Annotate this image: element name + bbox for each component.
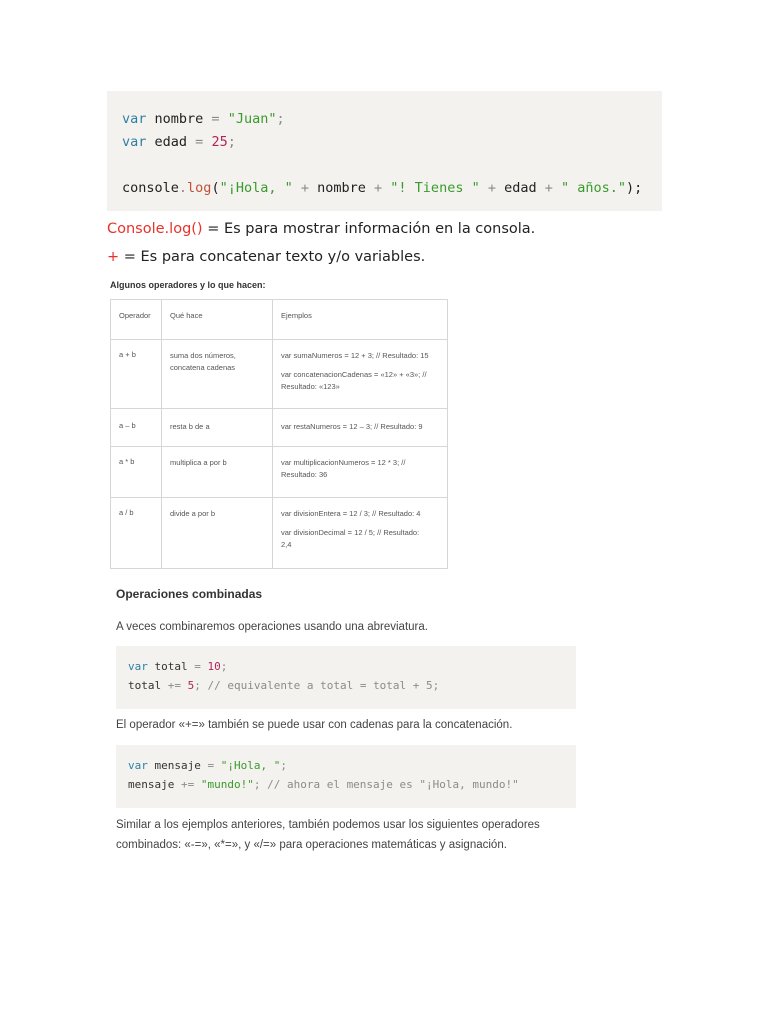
code-block-total (116, 646, 576, 709)
description-line: divide a por b (170, 509, 216, 518)
operator: += (167, 679, 181, 692)
paragraph: A veces combinaremos operaciones usando una abreviatura. (116, 621, 428, 633)
operator: + (536, 180, 561, 196)
identifier: console (122, 180, 179, 196)
operator-cell: a * b (111, 447, 162, 498)
operator-cell: a / b (111, 498, 162, 569)
note-text: = Es para mostrar información en la consola. (202, 221, 536, 237)
semicolon: ; (276, 111, 285, 127)
table-row (111, 409, 448, 447)
paragraph: El operador «+=» también se puede usar con cadenas para la concatenación. (116, 719, 513, 731)
operator: = (194, 660, 201, 673)
table-title: Algunos operadores y lo que hacen: (110, 280, 266, 290)
example-line: var restaNumeros = 12 – 3; // Resultado: 9 (281, 422, 423, 431)
string-literal: "¡Hola, " (219, 180, 293, 196)
code-line (122, 177, 662, 200)
example-line: var concatenacionCadenas = «12» + «3»; // (281, 370, 427, 379)
note-text: = Es para concatenar texto y/o variables. (119, 249, 426, 265)
space (194, 778, 201, 791)
paragraph-line: Similar a los ejemplos anteriores, también podemos usar los siguientes operadores (116, 819, 540, 831)
keyword: var (128, 660, 148, 673)
code-block-variables (107, 91, 662, 211)
example-line: var divisionEntera = 12 / 3; // Resultado: 4 (281, 509, 421, 518)
table-row (111, 498, 448, 569)
description-line: resta b de a (170, 422, 210, 431)
section-title: Operaciones combinadas (116, 587, 263, 601)
identifier: mensaje (128, 778, 181, 791)
number-literal: 25 (211, 134, 228, 150)
code-line (122, 108, 662, 131)
header-cell: Qué hace (162, 300, 273, 340)
code-block-mensaje (116, 745, 576, 808)
string-literal: " años." (561, 180, 627, 196)
examples-cell (273, 498, 448, 569)
code-comment: // ahora el mensaje es "¡Hola, mundo!" (267, 778, 519, 791)
function-name: log (187, 180, 212, 196)
example-line: var multiplicacionNumeros = 12 * 3; // (281, 458, 406, 467)
semicolon: ; (227, 134, 236, 150)
operator: + (479, 180, 505, 196)
semicolon: ; (220, 660, 228, 673)
dot: . (178, 180, 188, 196)
examples-cell (273, 340, 448, 409)
example-line: Resultado: 36 (281, 470, 328, 479)
identifier: total (128, 679, 168, 692)
operator: + (365, 180, 391, 196)
code-line (128, 657, 576, 676)
string-literal: "Juan" (227, 111, 277, 127)
operator: = (211, 111, 220, 127)
description-line: multiplica a por b (170, 458, 227, 467)
keyword: var (122, 134, 147, 150)
string-literal: "¡Hola, " (220, 759, 281, 772)
examples-cell (273, 409, 448, 447)
identifier: nombre (317, 180, 366, 196)
description-cell (162, 340, 273, 409)
semicolon: ; (194, 679, 208, 692)
examples-cell (273, 447, 448, 498)
semicolon: ; (253, 778, 268, 791)
identifier: nombre (146, 111, 212, 127)
keyword: var (122, 111, 147, 127)
code-comment: // equivalente a total = total + 5; (207, 679, 440, 692)
code-line (128, 775, 576, 794)
space (220, 111, 228, 127)
space (181, 679, 188, 692)
description-cell (162, 498, 273, 569)
operator: += (180, 778, 195, 791)
operator-cell: a + b (111, 340, 162, 409)
table-row (111, 340, 448, 409)
note-term: + (107, 249, 120, 265)
operator: = (195, 134, 204, 150)
paren: ( (211, 180, 220, 196)
operators-table (110, 299, 448, 569)
note-plus-operator (107, 249, 425, 265)
operator: + (292, 180, 318, 196)
example-line: 2,4 (281, 540, 292, 549)
identifier: edad (504, 180, 537, 196)
operator: = (207, 759, 215, 772)
paragraph-line: combinados: «-=», «*=», y «/=» para operaciones matemáticas y asignación. (116, 839, 507, 851)
operator-cell: a – b (111, 409, 162, 447)
blank-line (122, 154, 662, 177)
code-line (128, 676, 576, 695)
number-literal: 10 (207, 660, 221, 673)
note-console-log (107, 221, 535, 237)
identifier: mensaje (147, 759, 208, 772)
paren: ); (626, 180, 643, 196)
description-line: concatena cadenas (170, 363, 236, 372)
identifier: total (147, 660, 195, 673)
keyword: var (128, 759, 148, 772)
number-literal: 5 (187, 679, 195, 692)
semicolon: ; (280, 759, 287, 772)
description-cell (162, 447, 273, 498)
paragraph (116, 815, 540, 855)
example-line: Resultado: «123» (281, 382, 340, 391)
header-cell: Ejemplos (273, 300, 448, 340)
space (214, 759, 221, 772)
example-line: var divisionDecimal = 12 / 5; // Resultado: (281, 528, 420, 537)
table-row (111, 447, 448, 498)
code-line (122, 131, 662, 154)
table-header-row (111, 300, 448, 340)
header-cell: Operador (111, 300, 162, 340)
description-cell (162, 409, 273, 447)
note-term: Console.log() (107, 221, 203, 237)
code-line (128, 756, 576, 775)
description-line: suma dos números, (170, 351, 236, 360)
string-literal: "! Tienes " (390, 180, 480, 196)
example-line: var sumaNumeros = 12 + 3; // Resultado: 15 (281, 351, 429, 360)
identifier: edad (146, 134, 196, 150)
string-literal: "mundo!" (200, 778, 254, 791)
